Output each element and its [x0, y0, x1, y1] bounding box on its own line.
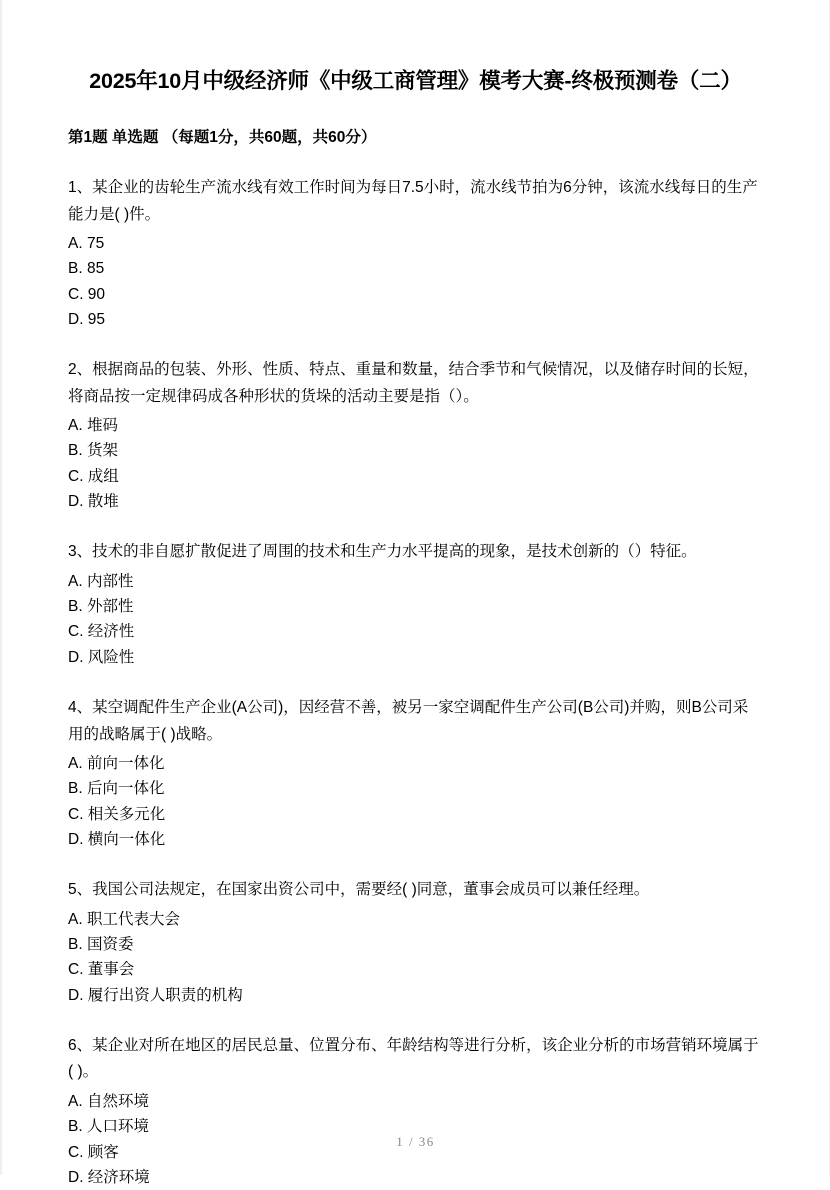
option-item[interactable]: A. 堆码 — [68, 417, 118, 435]
question-block — [68, 175, 763, 332]
option-item[interactable]: D. 散堆 — [68, 493, 119, 511]
option-item[interactable]: C. 董事会 — [68, 961, 135, 979]
option-item[interactable]: B. 外部性 — [68, 598, 134, 616]
option-item[interactable]: D. 95 — [68, 310, 106, 328]
option-item[interactable]: B. 国资委 — [68, 936, 134, 954]
option-item[interactable]: A. 自然环境 — [68, 1092, 149, 1110]
option-list — [68, 569, 763, 670]
option-item[interactable]: D. 风险性 — [68, 648, 135, 666]
option-item[interactable]: C. 顾客 — [68, 1143, 119, 1161]
question-stem: 4、某空调配件生产企业(A公司)，因经营不善，被另一家空调配件生产公司(B公司)并购，则B公司采用的战略属于( )战略。 — [68, 699, 749, 743]
option-item[interactable]: C. 成组 — [68, 467, 119, 485]
question-stem: 6、某企业对所在地区的居民总量、位置分布、年龄结构等进行分析，该企业分析的市场营销环境属于( )。 — [68, 1036, 759, 1081]
page-content — [2, 0, 829, 1190]
question-block — [68, 695, 763, 852]
option-item[interactable]: A. 前向一体化 — [68, 755, 165, 773]
option-item[interactable]: B. 85 — [68, 260, 105, 278]
option-item[interactable]: D. 横向一体化 — [68, 830, 166, 848]
option-item[interactable]: A. 内部性 — [68, 572, 134, 590]
option-list — [68, 413, 763, 514]
option-item[interactable]: B. 后向一体化 — [68, 780, 165, 798]
page-title: 2025年10月中级经济师《中级工商管理》模考大赛-终极预测卷（二） — [89, 69, 742, 93]
option-item[interactable]: A. 75 — [68, 235, 105, 252]
option-item[interactable]: B. 货架 — [68, 442, 118, 460]
question-stem: 1、某企业的齿轮生产流水线有效工作时间为每日7.5小时，流水线节拍为6分钟，该流水线每日的生产能力是( )件。 — [68, 179, 758, 223]
question-stem: 3、技术的非自愿扩散促进了周围的技术和生产力水平提高的现象，是技术创新的（）特征。 — [68, 543, 697, 561]
option-list — [68, 907, 763, 1008]
section-header: 第1题 单选题 （每题1分，共60题，共60分） — [68, 129, 377, 146]
option-list — [68, 751, 763, 852]
option-item[interactable]: A. 职工代表大会 — [68, 910, 180, 928]
option-item[interactable]: D. 履行出资人职责的机构 — [68, 986, 243, 1004]
questions-container — [68, 175, 763, 1190]
question-block — [68, 877, 763, 1008]
question-block — [68, 1033, 763, 1190]
option-item[interactable]: B. 人口环境 — [68, 1118, 149, 1136]
option-item[interactable]: C. 相关多元化 — [68, 805, 166, 823]
option-item[interactable]: D. 经济环境 — [68, 1168, 150, 1186]
question-stem: 2、根据商品的包装、外形、性质、特点、重量和数量，结合季节和气候情况，以及储存时间的长短，将商品按一定规律码成各种形状的货垛的活动主要是指（）。 — [68, 361, 759, 405]
option-item[interactable]: C. 经济性 — [68, 623, 135, 641]
question-block — [68, 357, 763, 514]
question-block — [68, 539, 763, 670]
option-list — [68, 231, 763, 332]
option-item[interactable]: C. 90 — [68, 285, 106, 303]
page-number-footer: 1 / 36 — [396, 1134, 435, 1149]
question-stem: 5、我国公司法规定，在国家出资公司中，需要经( )同意，董事会成员可以兼任经理。 — [68, 881, 650, 899]
